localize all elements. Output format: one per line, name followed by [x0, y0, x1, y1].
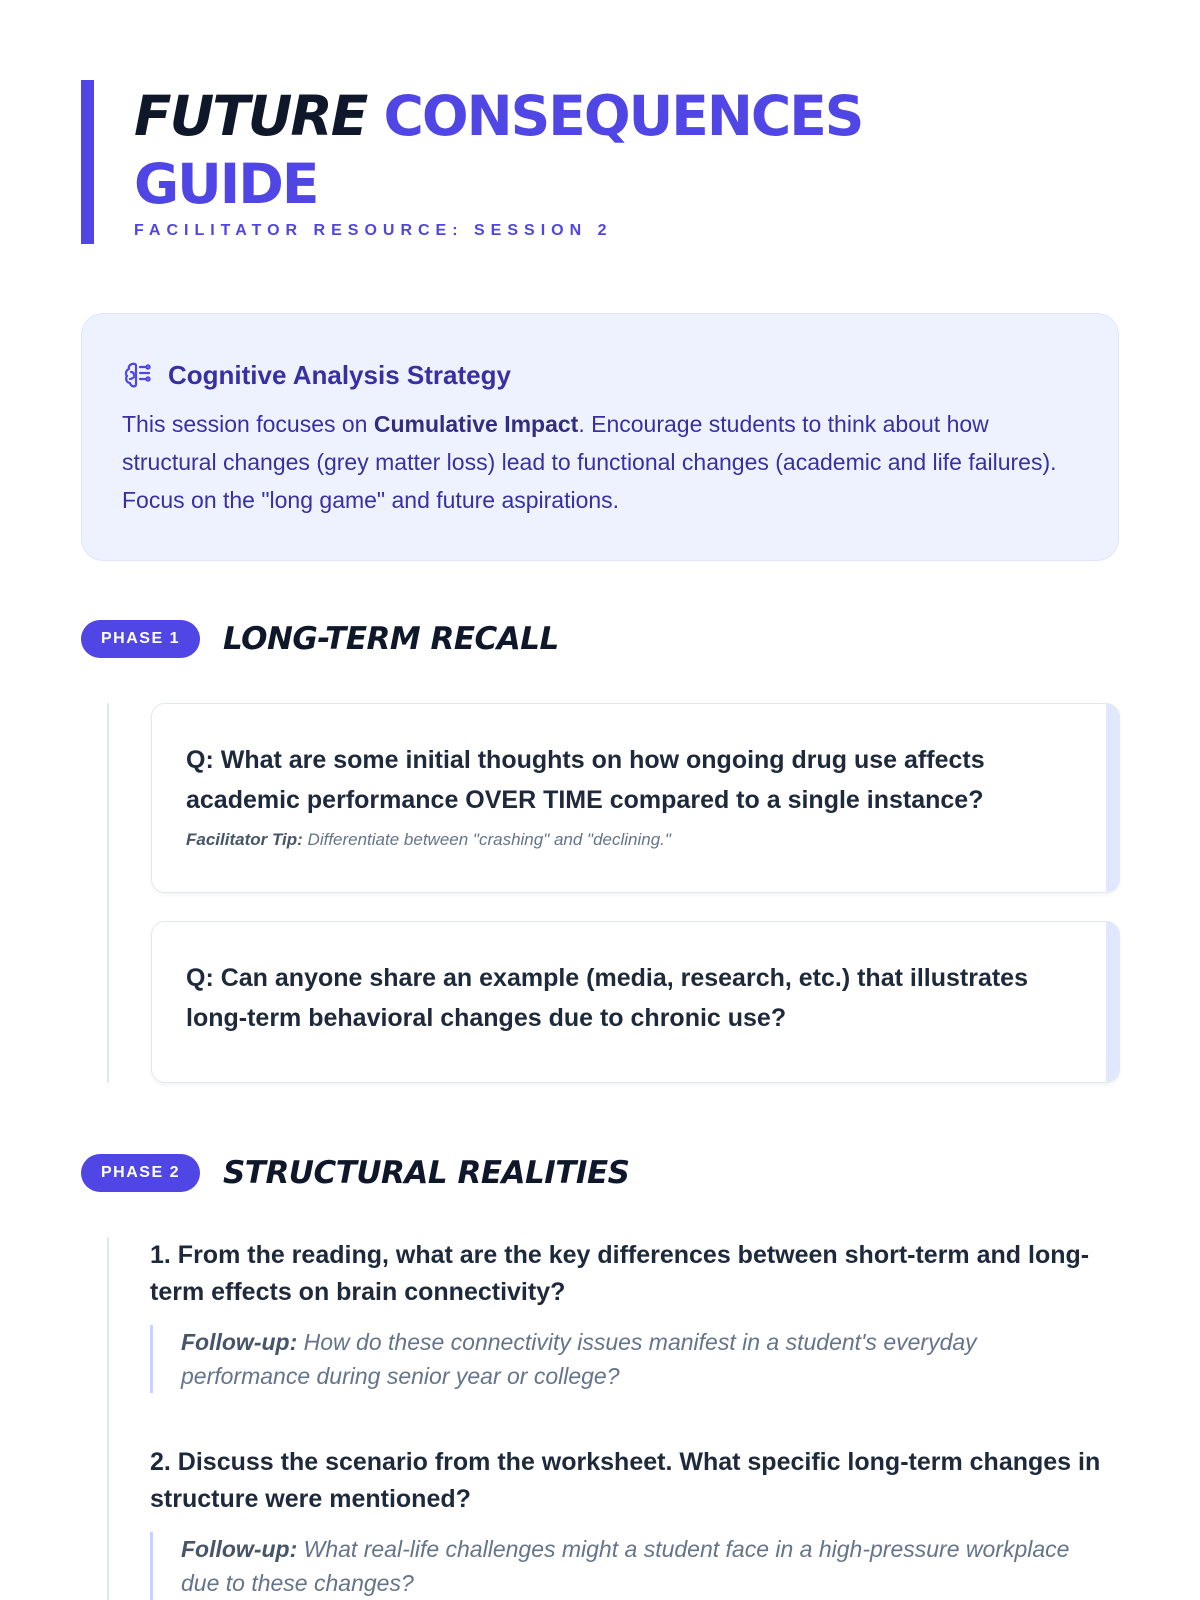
phase-2-header: [81, 1151, 629, 1195]
header-accent-bar: [81, 80, 94, 244]
phase-2-badge: PHASE 2: [81, 1154, 200, 1192]
follow-up-text: How do these connectivity issues manifest in a student's everyday performance during senior year or college?: [181, 1329, 977, 1389]
title-first-word: FUTURE: [134, 84, 367, 148]
title-rest: CONSEQUENCES GUIDE: [134, 84, 863, 216]
discussion-question: 2. Discuss the scenario from the worksheet. What specific long-term changes in structure were mentioned?: [150, 1448, 1101, 1513]
strategy-text-before: This session focuses on: [122, 411, 374, 437]
page-subtitle: FACILITATOR RESOURCE: SESSION 2: [134, 222, 613, 239]
strategy-text-after: . Encourage students to think about how structural changes (grey matter loss) lead to functional changes (academic and life failures). Focus on the "long game" and future aspirations.: [122, 411, 1057, 513]
follow-up-note: [150, 1532, 1070, 1600]
discussion-question: 1. From the reading, what are the key differences between short-term and long-term effects on brain connectivity?: [150, 1241, 1090, 1306]
phase-2-title: STRUCTURAL REALITIES: [222, 1155, 630, 1191]
question-card: [151, 703, 1120, 893]
tip-label: Facilitator Tip:: [186, 830, 303, 849]
phase-1-rail: [107, 703, 109, 1083]
facilitator-tip: [186, 830, 1066, 850]
phase-1-header: [81, 617, 559, 661]
question-text: Q: What are some initial thoughts on how ongoing drug use affects academic performance OVER TIME compared to a single instance?: [186, 746, 985, 814]
page-header: [81, 80, 1121, 244]
follow-up-text: What real-life challenges might a student face in a high-pressure workplace due to these changes?: [181, 1536, 1070, 1596]
follow-up-note: [150, 1325, 1070, 1393]
follow-up-label: Follow-up:: [181, 1329, 298, 1355]
phase-2-rail: [107, 1237, 109, 1600]
question-text: Q: Can anyone share an example (media, research, etc.) that illustrates long-term behavioral changes due to chronic use?: [186, 964, 1028, 1032]
tip-text: Differentiate between "crashing" and "declining.": [302, 830, 671, 849]
strategy-card: [81, 313, 1119, 561]
follow-up-label: Follow-up:: [181, 1536, 298, 1562]
strategy-description: [122, 405, 1082, 519]
strategy-heading: Cognitive Analysis Strategy: [168, 359, 511, 390]
strategy-text-bold: Cumulative Impact: [373, 411, 579, 437]
question-card: [151, 921, 1120, 1083]
phase-1-title: LONG-TERM RECALL: [222, 621, 559, 657]
strategy-header: [122, 358, 511, 392]
phase-1-badge: PHASE 1: [81, 620, 200, 658]
page-title: [134, 82, 1034, 218]
brain-icon: [122, 359, 154, 391]
